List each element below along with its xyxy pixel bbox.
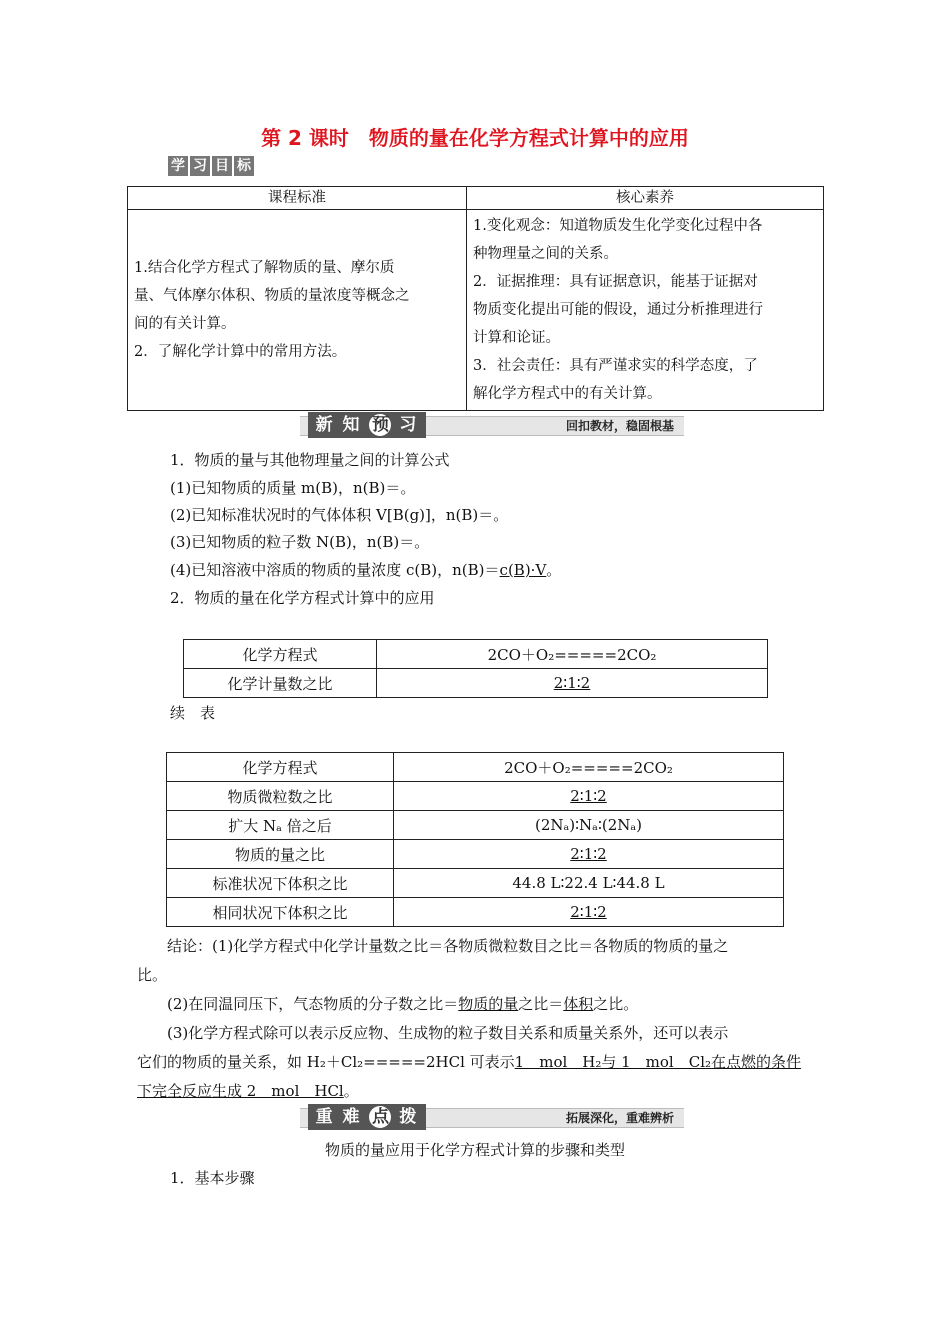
text-line: (3)化学方程式除可以表示反应物、生成物的粒子数目关系和质量关系外，还可以表示 <box>137 1024 729 1042</box>
badge-char: 目 <box>212 156 232 176</box>
table-cell: 物质微粒数之比 <box>167 782 394 811</box>
text-line: 2．了解化学计算中的常用方法。 <box>134 344 347 360</box>
table-cell: 2CO＋O₂=====2CO₂ <box>394 753 784 782</box>
text-line: 2．证据推理：具有证据意识，能基于证据对 <box>473 274 758 290</box>
text-line: 量、气体摩尔体积、物质的量浓度等概念之 <box>134 288 410 304</box>
text-line: 解化学方程式中的有关计算。 <box>473 386 662 402</box>
answer-fill: 物质的量 <box>458 995 519 1013</box>
table-cell: 相同状况下体积之比 <box>167 898 394 927</box>
table-cell: 化学方程式 <box>167 753 394 782</box>
table-cell: 物质的量之比 <box>167 840 394 869</box>
continued-label: 续 表 <box>170 704 216 722</box>
text-span: (4)已知溶液中溶质的物质的量浓度 c(B)，n(B)＝ <box>170 561 500 579</box>
text-line: 间的有关计算。 <box>134 316 236 332</box>
text-span: 。 <box>343 1082 359 1100</box>
banner-text: 新 知 <box>315 415 370 435</box>
table-cell: 2∶1∶2 <box>394 840 784 869</box>
table-cell: 2CO＋O₂=====2CO₂ <box>377 640 768 669</box>
text-line: 计算和论证。 <box>473 330 560 346</box>
text-line <box>137 990 817 1019</box>
core-literacy-cell <box>467 210 824 411</box>
text-span: 之比＝ <box>518 995 564 1013</box>
table-cell: 扩大 Nₐ 倍之后 <box>167 811 394 840</box>
table-cell: 2∶1∶2 <box>377 669 768 698</box>
text-line: 1.变化观念：知道物质发生化学变化过程中各 <box>473 218 763 234</box>
text-line: 结论：(1)化学方程式中化学计量数之比＝各物质微粒数目之比＝各物质的物质的量之 <box>137 937 729 955</box>
table-cell: 化学方程式 <box>184 640 377 669</box>
preview-line <box>170 559 561 580</box>
objectives-table <box>127 186 824 411</box>
preview-line: (1)已知物质的质量 m(B)，n(B)＝。 <box>170 479 416 497</box>
preview-banner <box>300 412 684 436</box>
text-span: 。 <box>546 561 562 579</box>
text-line: 3．社会责任：具有严谨求实的科学态度，了 <box>473 358 758 374</box>
banner-tagline: 回扣教材，稳固根基 <box>565 419 674 433</box>
badge-char: 习 <box>190 156 210 176</box>
course-standard-cell <box>128 210 467 411</box>
header-course-standard: 课程标准 <box>128 187 467 210</box>
banner-circle-char: 预 <box>369 414 391 436</box>
text-line: 种物理量之间的关系。 <box>473 246 618 262</box>
badge-char: 标 <box>234 156 254 176</box>
table-cell: (2Nₐ)∶Nₐ∶(2Nₐ) <box>394 811 784 840</box>
answer-fill: 下完全反应生成 2 mol HCl <box>137 1082 344 1100</box>
section-title: 物质的量应用于化学方程式计算的步骤和类型 <box>324 1141 625 1159</box>
banner-text: 习 <box>391 415 419 435</box>
equation-table <box>183 639 768 698</box>
banner-circle-char: 点 <box>369 1106 391 1128</box>
answer-fill: c(B)·V <box>499 561 547 579</box>
text-span: 它们的物质的量关系，如 H₂＋Cl₂=====2HCl 可表示 <box>137 1053 515 1071</box>
conclusion <box>137 932 817 1106</box>
text-line <box>137 1048 817 1077</box>
preview-line: 1．物质的量与其他物理量之间的计算公式 <box>170 451 450 469</box>
step-heading: 1．基本步骤 <box>170 1169 255 1187</box>
table-cell: 44.8 L∶22.4 L∶44.8 L <box>394 869 784 898</box>
ratio-table <box>166 752 784 927</box>
learning-goals-badge <box>168 156 254 176</box>
table-cell: 2∶1∶2 <box>394 898 784 927</box>
banner-text: 拨 <box>391 1107 419 1127</box>
banner-tagline: 拓展深化，重难辨析 <box>565 1111 674 1125</box>
text-line: 比。 <box>137 966 168 984</box>
text-span: 之比。 <box>593 995 639 1013</box>
answer-fill: 1 mol H₂与 1 mol Cl₂在点燃的条件 <box>514 1053 802 1071</box>
text-span: (2)在同温同压下，气态物质的分子数之比＝ <box>137 995 459 1013</box>
page-title: 第 2 课时 物质的量在化学方程式计算中的应用 <box>261 126 689 150</box>
header-core-literacy: 核心素养 <box>467 187 824 210</box>
text-line <box>137 1077 817 1106</box>
preview-line: (2)已知标准状况时的气体体积 V[B(g)]，n(B)＝。 <box>170 506 509 524</box>
text-line: 1.结合化学方程式了解物质的量、摩尔质 <box>134 260 395 276</box>
answer-fill: 体积 <box>563 995 594 1013</box>
preview-line: (3)已知物质的粒子数 N(B)，n(B)＝。 <box>170 533 430 551</box>
preview-line: 2．物质的量在化学方程式计算中的应用 <box>170 589 435 607</box>
banner-text: 重 难 <box>315 1107 370 1127</box>
key-points-banner <box>300 1104 684 1128</box>
table-cell: 2∶1∶2 <box>394 782 784 811</box>
table-cell: 标准状况下体积之比 <box>167 869 394 898</box>
badge-char: 学 <box>168 156 188 176</box>
text-line: 物质变化提出可能的假设，通过分析推理进行 <box>473 302 763 318</box>
table-cell: 化学计量数之比 <box>184 669 377 698</box>
